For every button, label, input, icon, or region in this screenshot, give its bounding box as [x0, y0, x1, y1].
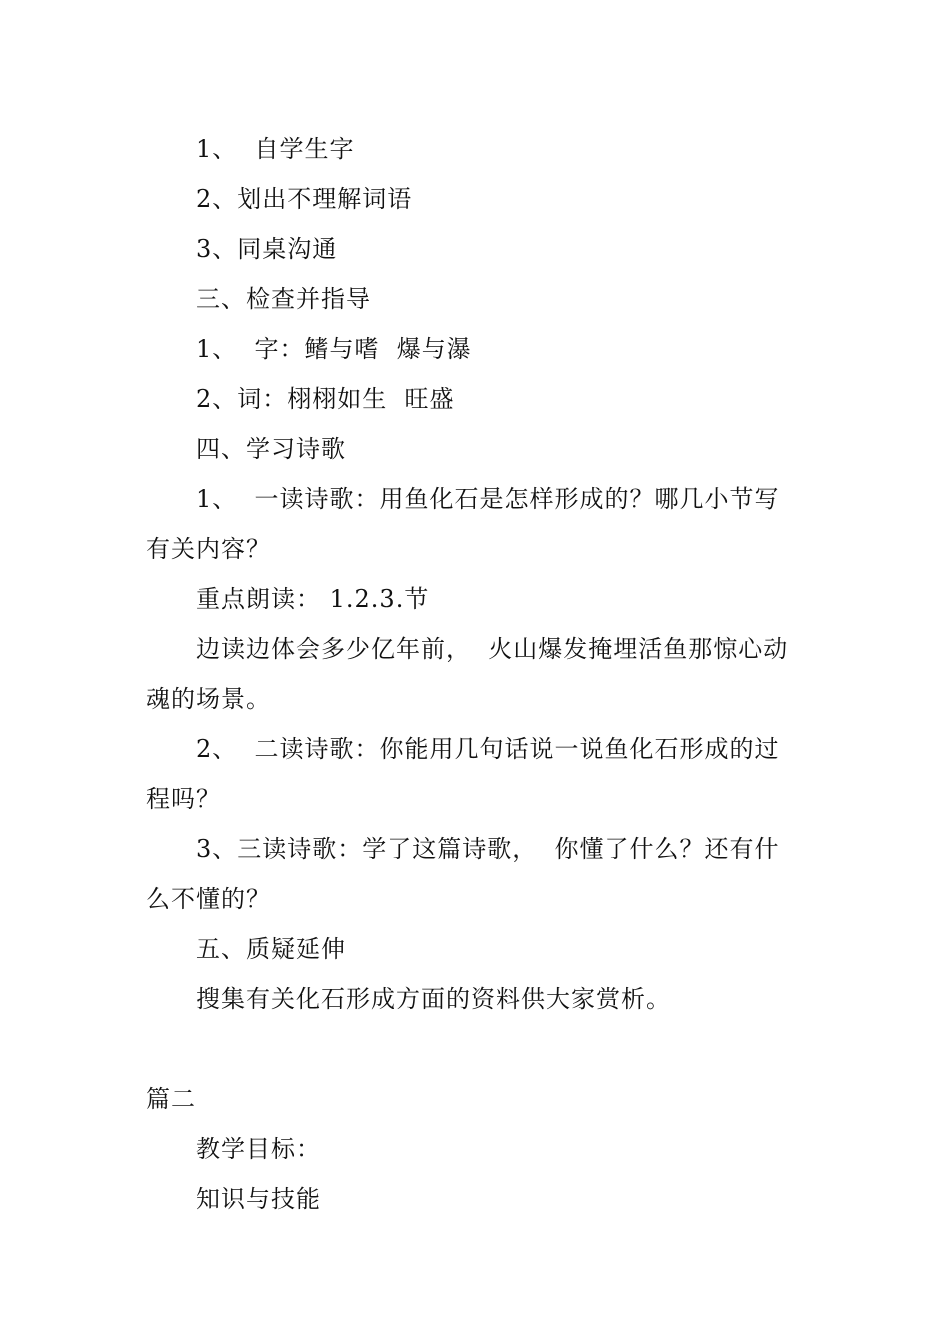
section-heading-check: 三、检查并指导	[196, 285, 371, 313]
key-reading: 重点朗读： 1.2.3.节	[196, 585, 430, 613]
third-reading-line-2: 么不懂的？	[146, 885, 271, 913]
experience-line-2: 魂的场景。	[146, 685, 271, 713]
knowledge-skills-heading: 知识与技能	[196, 1185, 321, 1213]
step-mark-words: 2、划出不理解词语	[196, 185, 413, 213]
first-reading-line-2: 有关内容？	[146, 535, 271, 563]
step-self-study: 1、 自学生字	[196, 135, 355, 163]
teaching-goals-heading: 教学目标：	[196, 1135, 321, 1163]
first-reading-line-1: 1、 一读诗歌：用鱼化石是怎样形成的？哪几小节写	[196, 485, 780, 513]
check-words: 2、词：栩栩如生 旺盛	[196, 385, 455, 413]
second-reading-line-2: 程吗？	[146, 785, 221, 813]
extend-task: 搜集有关化石形成方面的资料供大家赏析。	[196, 985, 671, 1013]
check-characters: 1、 字：鳍与嗜 爆与瀑	[196, 335, 472, 363]
third-reading-line-1: 3、三读诗歌：学了这篇诗歌， 你懂了什么？还有什	[196, 835, 780, 863]
second-reading-line-1: 2、 二读诗歌：你能用几句话说一说鱼化石形成的过	[196, 735, 780, 763]
experience-line-1: 边读边体会多少亿年前， 火山爆发掩埋活鱼那惊心动	[196, 635, 789, 663]
section-heading-poem: 四、学习诗歌	[196, 435, 346, 463]
part-two-heading: 篇二	[146, 1085, 196, 1113]
section-heading-extend: 五、质疑延伸	[196, 935, 346, 963]
step-desk-mate: 3、同桌沟通	[196, 235, 338, 263]
